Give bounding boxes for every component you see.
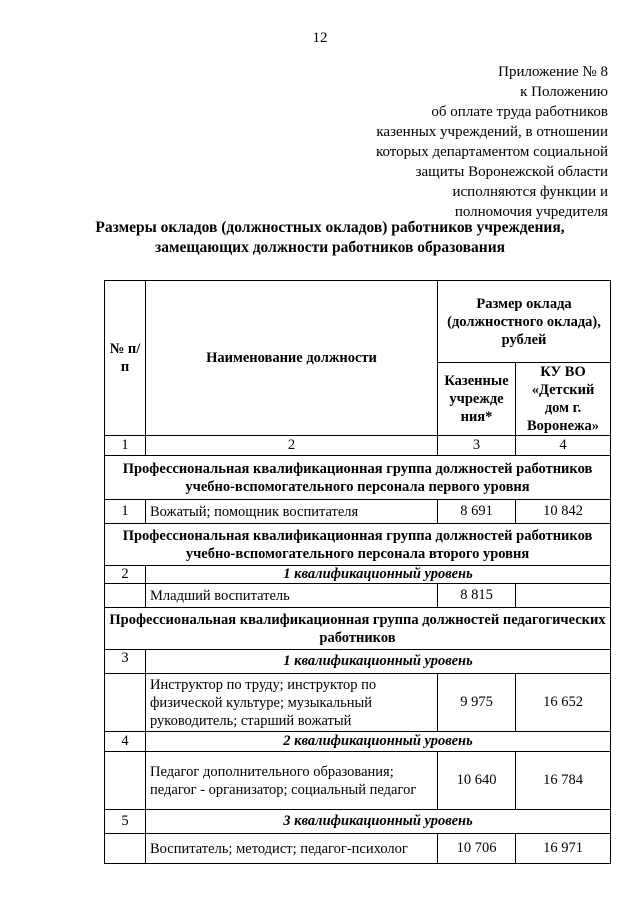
header-col-state: Казенные учрежде ния* [438,363,516,436]
position-name: Воспитатель; методист; педагог-психолог [146,834,438,864]
qualification-level: 1 квалификационный уровень [146,650,611,674]
document-title [70,218,590,258]
row-num: 1 [105,500,146,524]
col-number: 3 [438,436,516,456]
row-num: 3 [105,650,146,674]
position-name: Вожатый; помощник воспитателя [146,500,438,524]
salary-state: 8 815 [438,584,516,608]
salary-ku: 10 842 [516,500,611,524]
qualification-level: 2 квалификационный уровень [146,732,611,752]
salary-state: 10 640 [438,752,516,810]
appendix-line: защиты Воронежской области [415,164,608,180]
appendix-line: Приложение № 8 [498,64,608,80]
appendix-line: полномочия учредителя [454,204,608,220]
row-num-empty [105,834,146,864]
appendix-line: которых департаментом социальной [375,144,608,160]
group-title: Профессиональная квалификационная группа должностей работников учебно-вспомогательного персонала второго уровня [105,524,611,566]
appendix-line: об оплате труда работников [431,104,608,120]
appendix-line: казенных учреждений, в отношении [376,124,608,140]
header-name: Наименование должности [146,281,438,436]
table-row [105,752,611,810]
header-col-ku: КУ ВО «Детский дом г. Воронежа» [516,363,611,436]
table-row [105,500,611,524]
header-salary: Размер оклада (должностного оклада), рублей [438,281,611,363]
row-num-empty [105,674,146,732]
salary-ku [516,584,611,608]
col-number: 1 [105,436,146,456]
col-number: 2 [146,436,438,456]
position-name: Младший воспитатель [146,584,438,608]
qualification-level: 1 квалификационный уровень [146,566,611,584]
salary-ku: 16 784 [516,752,611,810]
appendix-line: к Положению [520,84,608,100]
salary-ku: 16 652 [516,674,611,732]
header-num: № п/п [105,281,146,436]
row-num: 5 [105,810,146,834]
group-title: Профессиональная квалификационная группа должностей педагогических работников [105,608,611,650]
group-title: Профессиональная квалификационная группа должностей работников учебно-вспомогательного персонала первого уровня [105,456,611,500]
row-num: 4 [105,732,146,752]
page-number: 12 [312,30,328,46]
row-num: 2 [105,566,146,584]
table-row [105,584,611,608]
col-number: 4 [516,436,611,456]
title-line: Размеры окладов (должностных окладов) работников учреждения, [95,219,565,236]
position-name: Педагог дополнительного образования; педагог - организатор; социальный педагог [146,752,438,810]
title-line: замещающих должности работников образования [154,239,506,256]
salary-state: 10 706 [438,834,516,864]
table-row [105,674,611,732]
table-row [105,834,611,864]
salary-ku: 16 971 [516,834,611,864]
position-name: Инструктор по труду; инструктор по физической культуре; музыкальный руководитель; старший вожатый [146,674,438,732]
appendix-block [376,62,608,222]
qualification-level: 3 квалификационный уровень [146,810,611,834]
salary-state: 8 691 [438,500,516,524]
row-num-empty [105,752,146,810]
salary-table [104,280,611,864]
salary-state: 9 975 [438,674,516,732]
row-num-empty [105,584,146,608]
appendix-line: исполняются функции и [452,184,608,200]
